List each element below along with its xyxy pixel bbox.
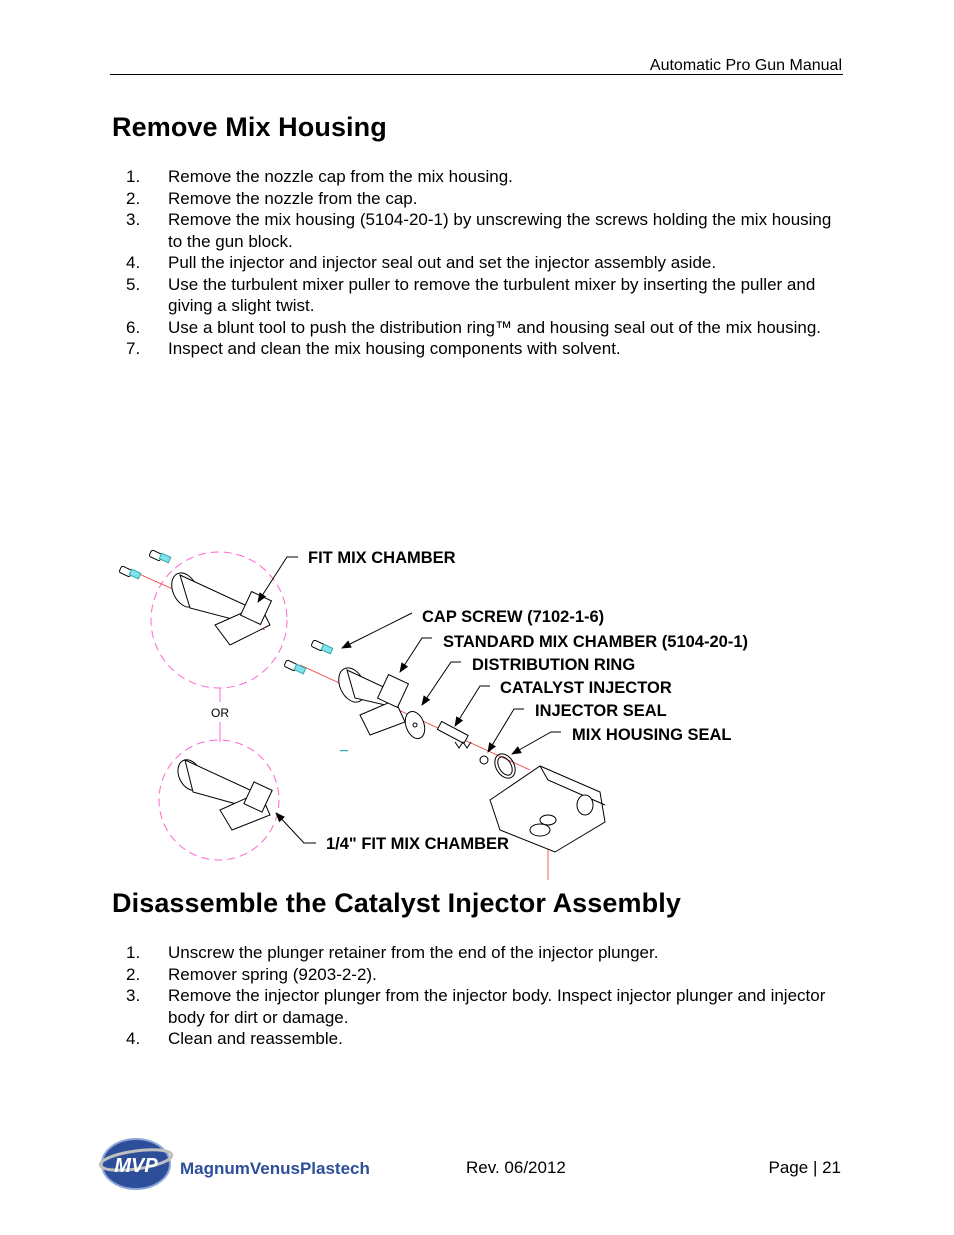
list-item (112, 1028, 842, 1050)
list-item (112, 209, 842, 252)
label-mix-housing-seal: MIX HOUSING SEAL (572, 726, 732, 744)
list-item (112, 252, 842, 274)
mvp-logo (96, 1130, 386, 1200)
step-text: Pull the injector and injector seal out and set the injector assembly aside. (168, 253, 717, 272)
running-header-title: Automatic Pro Gun Manual (649, 57, 842, 74)
step-number: 3. (126, 986, 141, 1005)
footer-page-number: Page | 21 (768, 1158, 841, 1177)
step-number: 2. (126, 188, 141, 208)
label-fit-mix-chamber: FIT MIX CHAMBER (308, 549, 456, 567)
quarter-fit-mix-chamber-part (173, 756, 272, 830)
injector-seal-part (480, 756, 488, 764)
step-text: Remove the nozzle cap from the mix housing. (168, 167, 513, 186)
list-item (112, 985, 842, 1028)
step-text: Clean and reassemble. (168, 1029, 343, 1048)
step-text: Inspect and clean the mix housing components with solvent. (168, 339, 621, 358)
list-item (112, 166, 842, 188)
logo-badge-text: MVP (114, 1155, 158, 1177)
list-item (112, 964, 842, 986)
step-number: 1. (126, 167, 141, 186)
standard-mix-chamber-part (284, 640, 409, 735)
step-number: 4. (126, 1029, 141, 1048)
remove-mix-housing-steps (112, 166, 842, 360)
step-number: 2. (126, 964, 141, 984)
step-text: Use the turbulent mixer puller to remove the turbulent mixer by inserting the puller and giving a slight twist. (168, 274, 816, 315)
step-number: 4. (126, 253, 141, 272)
label-injector-seal: INJECTOR SEAL (535, 702, 667, 720)
list-item (112, 338, 842, 360)
step-number: 5. (126, 274, 141, 294)
step-number: 7. (126, 339, 141, 358)
step-number: 6. (126, 317, 141, 337)
logo-wordmark: MagnumVenusPlastech (180, 1159, 370, 1178)
label-cap-screw: CAP SCREW (7102-1-6) (422, 608, 605, 626)
header-rule (110, 74, 843, 75)
label-standard-mix-chamber: STANDARD MIX CHAMBER (5104-20-1) (443, 633, 748, 651)
step-text: Remove the nozzle from the cap. (168, 188, 418, 208)
or-label: OR (211, 706, 229, 720)
list-item (112, 188, 842, 210)
step-text: Remove the injector plunger from the injector body. Inspect injector plunger and injector body for dirt or damage. (168, 986, 826, 1027)
label-quarter-fit-mix-chamber: 1/4" FIT MIX CHAMBER (326, 835, 509, 853)
list-item (112, 317, 842, 339)
section-heading-disassemble-injector: Disassemble the Catalyst Injector Assembly (112, 888, 681, 918)
step-text: Use a blunt tool to push the distribution ring™ and housing seal out of the mix housing. (168, 317, 822, 337)
label-catalyst-injector: CATALYST INJECTOR (500, 679, 672, 697)
step-text: Unscrew the plunger retainer from the end of the injector plunger. (168, 943, 659, 962)
step-text: Remover spring (9203-2-2). (168, 964, 377, 984)
label-distribution-ring: DISTRIBUTION RING (472, 656, 636, 674)
mix-housing-exploded-diagram (0, 530, 954, 885)
footer-revision: Rev. 06/2012 (466, 1158, 566, 1177)
section-heading-remove-mix-housing: Remove Mix Housing (112, 112, 387, 142)
step-number: 1. (126, 943, 141, 962)
list-item (112, 274, 842, 317)
mix-housing-seal-part (491, 750, 520, 782)
catalyst-injector-part (437, 721, 471, 748)
list-item (112, 942, 842, 964)
step-text: Remove the mix housing (5104-20-1) by unscrewing the screws holding the mix housing to the gun block. (168, 210, 832, 251)
small-mark (340, 750, 348, 751)
fit-mix-chamber-part (119, 550, 272, 645)
disassemble-injector-steps (112, 942, 842, 1050)
step-number: 3. (126, 210, 141, 229)
